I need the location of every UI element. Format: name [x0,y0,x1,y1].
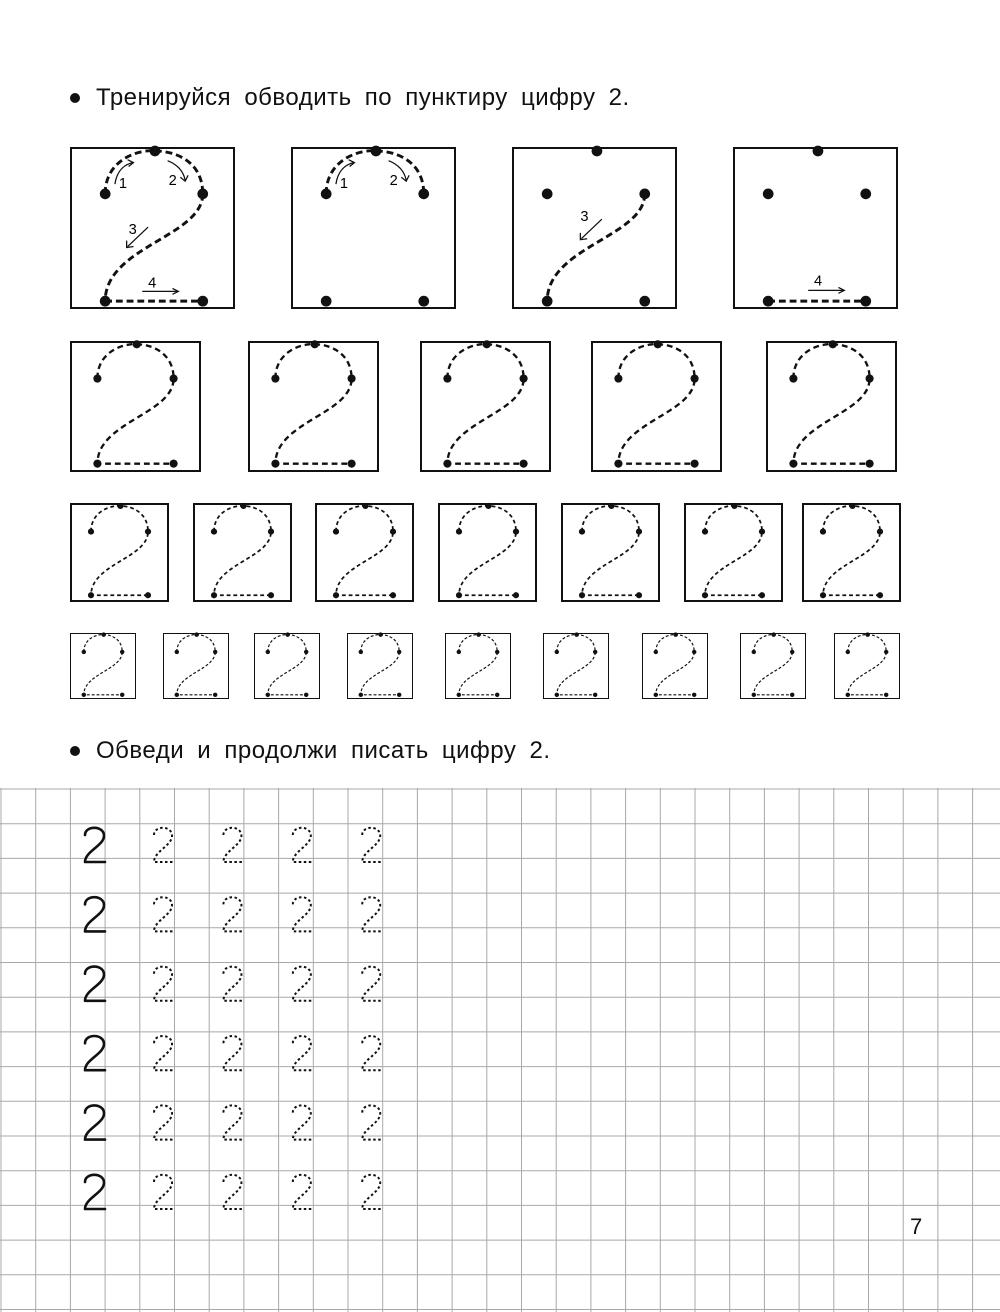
trace-box[interactable] [642,633,708,699]
digit-two-dashed [793,344,869,464]
guide-dot [213,693,217,697]
guide-dot [579,529,585,535]
guide-dot [266,650,270,654]
guide-dot [513,592,519,598]
guide-dot [101,632,105,636]
guide-dot [378,632,382,636]
digit-two-dashed [447,344,523,464]
guide-dot [88,529,94,535]
guide-dot [865,632,869,636]
guide-dot [304,693,308,697]
guide-dot [397,693,401,697]
guide-dot [877,529,883,535]
trace-box[interactable] [438,503,537,602]
guide-dot [120,650,124,654]
guide-dot [702,592,708,598]
dashed-digit-two [362,1036,381,1070]
guide-dot [485,503,491,509]
guide-dot [846,693,850,697]
guide-dot [348,460,356,468]
trace-box[interactable] [561,503,660,602]
guide-dot [240,503,246,509]
trace-box[interactable] [193,503,292,602]
guide-dot [311,340,319,348]
dashed-digit-two [293,1036,312,1070]
guide-dot [359,693,363,697]
guide-dot [443,374,451,382]
dashed-digit-two [362,1105,381,1139]
instruction-trace-text: Тренируйся обводить по пунктиру цифру 2. [96,84,630,111]
svg-text:4: 4 [148,275,157,292]
trace-box[interactable] [591,341,722,472]
guide-dot [574,632,578,636]
guide-dot [593,693,597,697]
guide-dot [636,529,642,535]
sample-digit-two [85,897,105,931]
guide-dot [145,529,151,535]
guide-dot [483,340,491,348]
guide-dot [271,374,279,382]
guide-dot [771,632,775,636]
guide-dot [846,650,850,654]
guide-dot [789,374,797,382]
guide-dot [877,592,883,598]
guide-dot [820,529,826,535]
guide-dot [752,650,756,654]
guide-dot [271,460,279,468]
digit-two-dashed [705,506,762,595]
trace-box[interactable] [834,633,900,699]
guide-dot [333,592,339,598]
dashed-digit-two [293,1175,312,1209]
instruction-trace [70,84,630,112]
trace-box[interactable] [70,503,169,602]
trace-box[interactable] [802,503,901,602]
guide-dot [866,374,874,382]
digit-two-dashed [214,506,271,595]
digit-two-dashed [618,344,694,464]
guide-dot [133,340,141,348]
dashed-digit-two [154,897,173,931]
guide-dot [145,592,151,598]
digit-two-dashed [656,635,694,695]
guide-dot [759,529,765,535]
svg-text:2: 2 [389,173,398,190]
guide-dot [593,650,597,654]
trace-box[interactable] [163,633,229,699]
guide-dot [285,632,289,636]
guide-dot [702,529,708,535]
digit-two-dashed [754,635,792,695]
digit-two-dashed [91,506,148,595]
dashed-digit-two [154,1036,173,1070]
guide-dot [82,693,86,697]
guide-dot [93,374,101,382]
trace-box[interactable] [740,633,806,699]
guide-dot [397,650,401,654]
guide-dot [654,693,658,697]
guide-dot [731,503,737,509]
dashed-digit-two [362,897,381,931]
dashed-digit-two [223,828,242,862]
dashed-digit-two [293,897,312,931]
trace-box[interactable] [248,341,379,472]
dashed-digit-two [154,967,173,1001]
guide-dot [117,503,123,509]
guide-dot [170,460,178,468]
guide-dot [304,650,308,654]
guide-dot [170,374,178,382]
digit-two-dashed [459,506,516,595]
guide-dot [555,693,559,697]
guide-dot [348,374,356,382]
guide-dot [88,592,94,598]
dashed-digit-two [223,1175,242,1209]
digit-two-dashed [848,635,886,695]
guide-dot [333,529,339,535]
digit-two-dashed [336,506,393,595]
guide-dot [608,503,614,509]
guide-dot [93,460,101,468]
digit-two-dashed [275,344,351,464]
guide-dot [211,592,217,598]
svg-text:4: 4 [814,273,823,290]
trace-box[interactable] [70,341,201,472]
guide-dot [175,693,179,697]
digit-two-dashed [582,506,639,595]
guide-dot [495,650,499,654]
guide-dot [691,374,699,382]
guide-dot [194,632,198,636]
guide-dot [456,592,462,598]
digit-two-dashed [84,635,122,695]
guide-dot [692,650,696,654]
digit-two-dashed [823,506,880,595]
digit-two-dashed [459,635,497,695]
trace-box[interactable] [766,341,897,472]
guide-dot [673,632,677,636]
guide-dot [820,592,826,598]
dashed-digit-two [362,967,381,1001]
guide-dot [654,340,662,348]
guide-dot [520,374,528,382]
guide-dot [513,529,519,535]
guide-dot [443,460,451,468]
guide-dot [457,693,461,697]
digit-two-dashed [557,635,595,695]
guide-dot [268,529,274,535]
guide-dot [759,592,765,598]
demo-box-full [70,147,235,309]
bullet-icon [70,93,80,103]
guide-dot [614,374,622,382]
dashed-digit-two [154,828,173,862]
guide-dot [456,529,462,535]
guide-dot [457,650,461,654]
dashed-digit-two [362,828,381,862]
svg-text:1: 1 [118,176,127,193]
trace-box[interactable] [684,503,783,602]
guide-dot [266,693,270,697]
guide-dot [636,592,642,598]
sample-digit-two [85,1105,105,1139]
guide-dot [555,650,559,654]
demo-box-bottom-line [733,147,898,309]
guide-dot [390,529,396,535]
guide-dot [829,340,837,348]
guide-dot [82,650,86,654]
trace-box[interactable] [315,503,414,602]
guide-dot [495,693,499,697]
dashed-digit-two [223,897,242,931]
guide-dot [268,592,274,598]
digit-two-dashed [361,635,399,695]
guide-dot [752,693,756,697]
guide-dot [390,592,396,598]
sample-digit-two [85,967,105,1001]
digit-two-dashed [97,344,173,464]
guide-dot [614,460,622,468]
guide-dot [790,693,794,697]
guide-dot [359,650,363,654]
guide-dot [476,632,480,636]
guide-dot [884,693,888,697]
guide-dot [884,650,888,654]
dashed-digit-two [293,828,312,862]
instruction-continue [70,737,551,765]
guide-dot [849,503,855,509]
trace-box[interactable] [254,633,320,699]
guide-dot [213,650,217,654]
dashed-digit-two [293,1105,312,1139]
instruction-continue-text: Обведи и продолжи писать цифру 2. [96,737,551,764]
digit-two-dashed [177,635,215,695]
bullet-icon [70,746,80,756]
page-number: 7 [910,1214,923,1239]
sample-digit-two [85,828,105,862]
dashed-digit-two [223,967,242,1001]
practice-grid[interactable] [0,788,1000,1312]
svg-text:1: 1 [339,176,348,193]
dashed-digit-two [154,1175,173,1209]
trace-box[interactable] [347,633,413,699]
guide-dot [654,650,658,654]
guide-dot [579,592,585,598]
dashed-digit-two [223,1036,242,1070]
guide-dot [692,693,696,697]
dashed-digit-two [293,967,312,1001]
guide-dot [790,650,794,654]
trace-box[interactable] [445,633,511,699]
trace-box[interactable] [70,633,136,699]
svg-text:3: 3 [128,221,137,238]
sample-digit-two [85,1036,105,1070]
demo-box-diagonal [512,147,677,309]
guide-dot [175,650,179,654]
guide-dot [120,693,124,697]
guide-dot [866,460,874,468]
dashed-digit-two [154,1105,173,1139]
guide-dot [362,503,368,509]
trace-box[interactable] [543,633,609,699]
guide-dot [691,460,699,468]
trace-box[interactable] [420,341,551,472]
guide-dot [211,529,217,535]
guide-dot [520,460,528,468]
sample-digit-two [85,1175,105,1209]
dashed-digit-two [223,1105,242,1139]
svg-text:3: 3 [580,209,589,226]
guide-dot [789,460,797,468]
digit-two-dashed [268,635,306,695]
demo-box-top-arc [291,147,456,309]
svg-text:2: 2 [168,173,177,190]
dashed-digit-two [362,1175,381,1209]
